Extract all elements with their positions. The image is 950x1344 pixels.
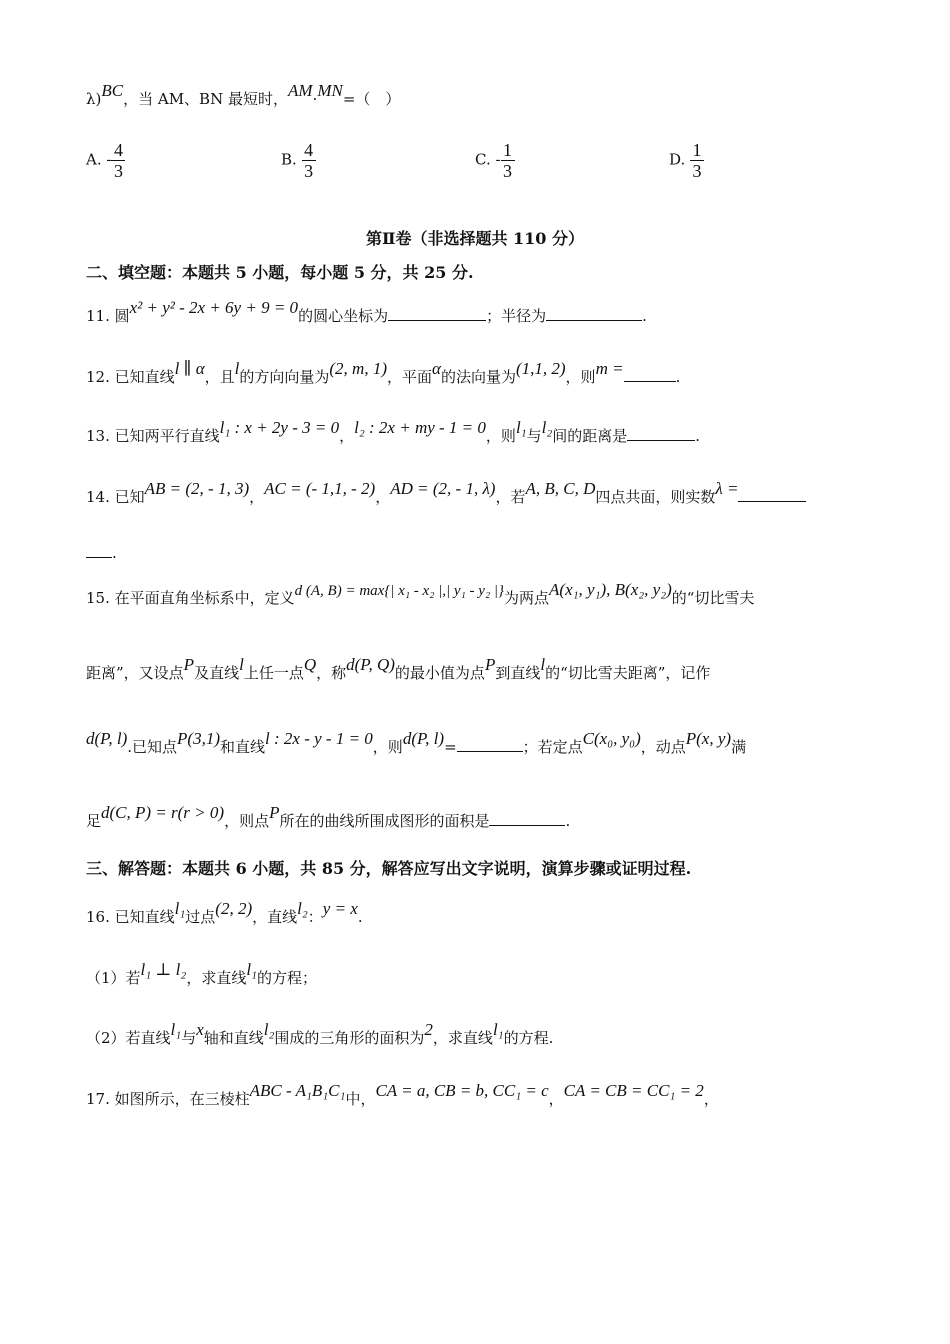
option-b: B. $\frac{4}{3}$ (281, 140, 316, 181)
answer-blank (457, 737, 523, 752)
question-15-line3: d(P, l).已知点P(3,1)和直线l : 2x - y - 1 = 0，则d(P, l)= ；若定点C(x₀, y₀)，动点P(x, y)满 (86, 729, 747, 756)
vector-mn: MN (317, 81, 343, 100)
section2-heading: 二、填空题：本题共 5 小题，每小题 5 分，共 25 分. (86, 263, 474, 282)
question-17: 17. 如图所示，在三棱柱ABC - A₁B₁C₁中，CA = a, CB = b, CC₁ = c，CA = CB = CC₁ = 2， (86, 1081, 719, 1108)
option-c: C. - $\frac{1}{3}$ (475, 140, 515, 181)
q10-tail: λ)BC，当 AM、BN 最短时，AM·MN=（ ） (86, 81, 401, 108)
question-16: 16. 已知直线l₁过点(2, 2)，直线l₂：y = x. (86, 899, 363, 926)
option-d: D. $\frac{1}{3}$ (669, 140, 704, 181)
question-14-cont: . (86, 542, 117, 564)
answer-blank (489, 811, 565, 826)
answer-blank (546, 306, 642, 321)
answer-blank (86, 543, 112, 558)
answer-blank (738, 487, 806, 502)
section3-heading: 三、解答题：本题共 6 小题，共 85 分，解答应写出文字说明，演算步骤或证明过程. (86, 859, 692, 878)
question-12: 12. 已知直线l ∥ α，且l的方向向量为(2, m, 1)，平面α的法向量为(1,1, 2)，则m = . (86, 359, 681, 386)
question-14: 14. 已知AB = (2, - 1, 3)，AC = (- 1,1, - 2)，AD = (2, - 1, λ)，若A, B, C, D四点共面，则实数λ = (86, 486, 806, 508)
question-16-part2: （2）若直线l₁与x轴和直线l₂围成的三角形的面积为2，求直线l₁的方程. (86, 1020, 554, 1047)
question-13: 13. 已知两平行直线l₁ : x + 2y - 3 = 0，l₂ : 2x + my - 1 = 0，则l₁与l₂间的距离是 . (86, 418, 701, 445)
vector-bc: BC (101, 81, 124, 100)
answer-blank (627, 426, 695, 441)
fraction: $\frac{4}{3}$ (302, 140, 316, 181)
option-a: A. - $\frac{4}{3}$ (86, 140, 125, 181)
answer-blank (388, 306, 486, 321)
fraction: $\frac{1}{3}$ (690, 140, 704, 181)
vector-am: AM (287, 81, 313, 100)
part2-title: 第Ⅱ卷（非选择题共 110 分） (365, 229, 585, 248)
question-16-part1: （1）若l₁ ⊥ l₂，求直线l₁的方程； (86, 960, 317, 987)
question-15-line4: 足d(C, P) = r(r > 0)，则点P所在的曲线所围成图形的面积是 . (86, 803, 571, 830)
fraction: $\frac{1}{3}$ (501, 140, 515, 181)
fraction: $\frac{4}{3}$ (111, 140, 125, 181)
answer-blank (624, 367, 676, 382)
question-15-line1: 15. 在平面直角坐标系中，定义d (A, B) = max{| x₁ - x₂ |,| y₁ - y₂ |}为两点A(x₁, y₁), B(x₂, y₂)的“切比雪夫 (86, 580, 755, 607)
question-11: 11. 圆x² + y² - 2x + 6y + 9 = 0的圆心坐标为 ；半径为 . (86, 298, 647, 325)
question-15-line2: 距离”，又设点P及直线l上任一点Q，称d(P, Q)的最小值为点P到直线l的“切比雪夫距离”，记作 (86, 655, 711, 682)
